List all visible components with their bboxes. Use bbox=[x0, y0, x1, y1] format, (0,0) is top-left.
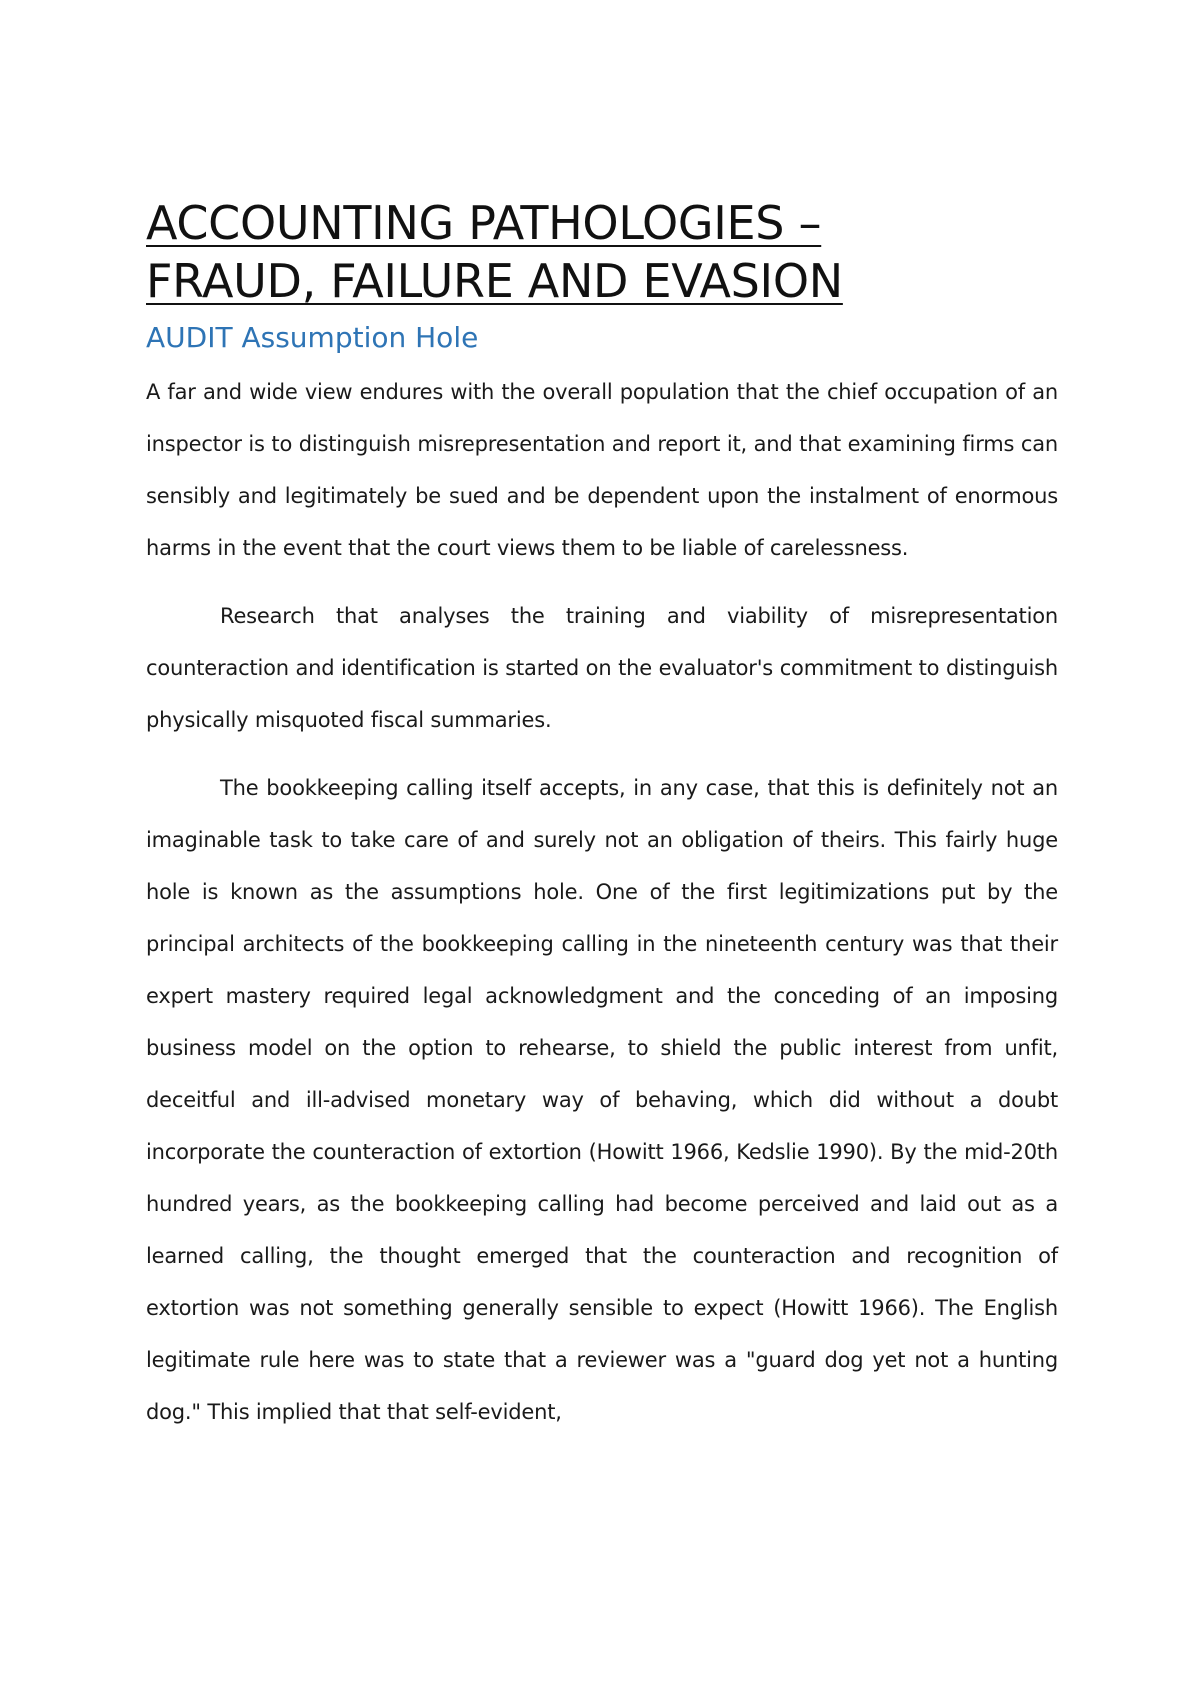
section-subheading: AUDIT Assumption Hole bbox=[146, 321, 479, 354]
title-line-2: FRAUD, FAILURE AND EVASION bbox=[146, 254, 843, 308]
paragraph-3: The bookkeeping calling itself accepts, in any case, that this is definitely not an imaginable task to take care of and surely not an obligation of theirs. This fairly huge hole is known as the assumptions hole. One of the first legitimizations put by the principal architects of the bookkeeping calling in the nineteenth century was that their expert mastery required legal acknowledgment and the conceding of an imposing business model on the option to rehearse, to shield the public interest from unfit, deceitful and ill-advised monetary way of behaving, which did without a doubt incorporate the counteraction of extortion (Howitt 1966, Kedslie 1990). By the mid-20th hundred years, as the bookkeeping calling had become perceived and laid out as a learned calling, the thought emerged that the counteraction and recognition of extortion was not something generally sensible to expect (Howitt 1966). The English legitimate rule here was to state that a reviewer was a "guard dog yet not a hunting dog." This implied that that self-evident, bbox=[146, 776, 1058, 1424]
paragraph-1: A far and wide view endures with the overall population that the chief occupation of an inspector is to distinguish misrepresentation and report it, and that examining firms can sensibly and legitimately be sued and be dependent upon the instalment of enormous harms in the event that the court views them to be liable of carelessness. bbox=[146, 380, 1058, 560]
paragraph-2: Research that analyses the training and viability of misrepresentation counteraction and identification is started on the evaluator's commitment to distinguish physically misquoted fiscal summaries. bbox=[146, 604, 1058, 732]
document-title bbox=[146, 194, 1058, 310]
document-body bbox=[146, 194, 1058, 1454]
title-line-1: ACCOUNTING PATHOLOGIES – bbox=[146, 196, 822, 250]
